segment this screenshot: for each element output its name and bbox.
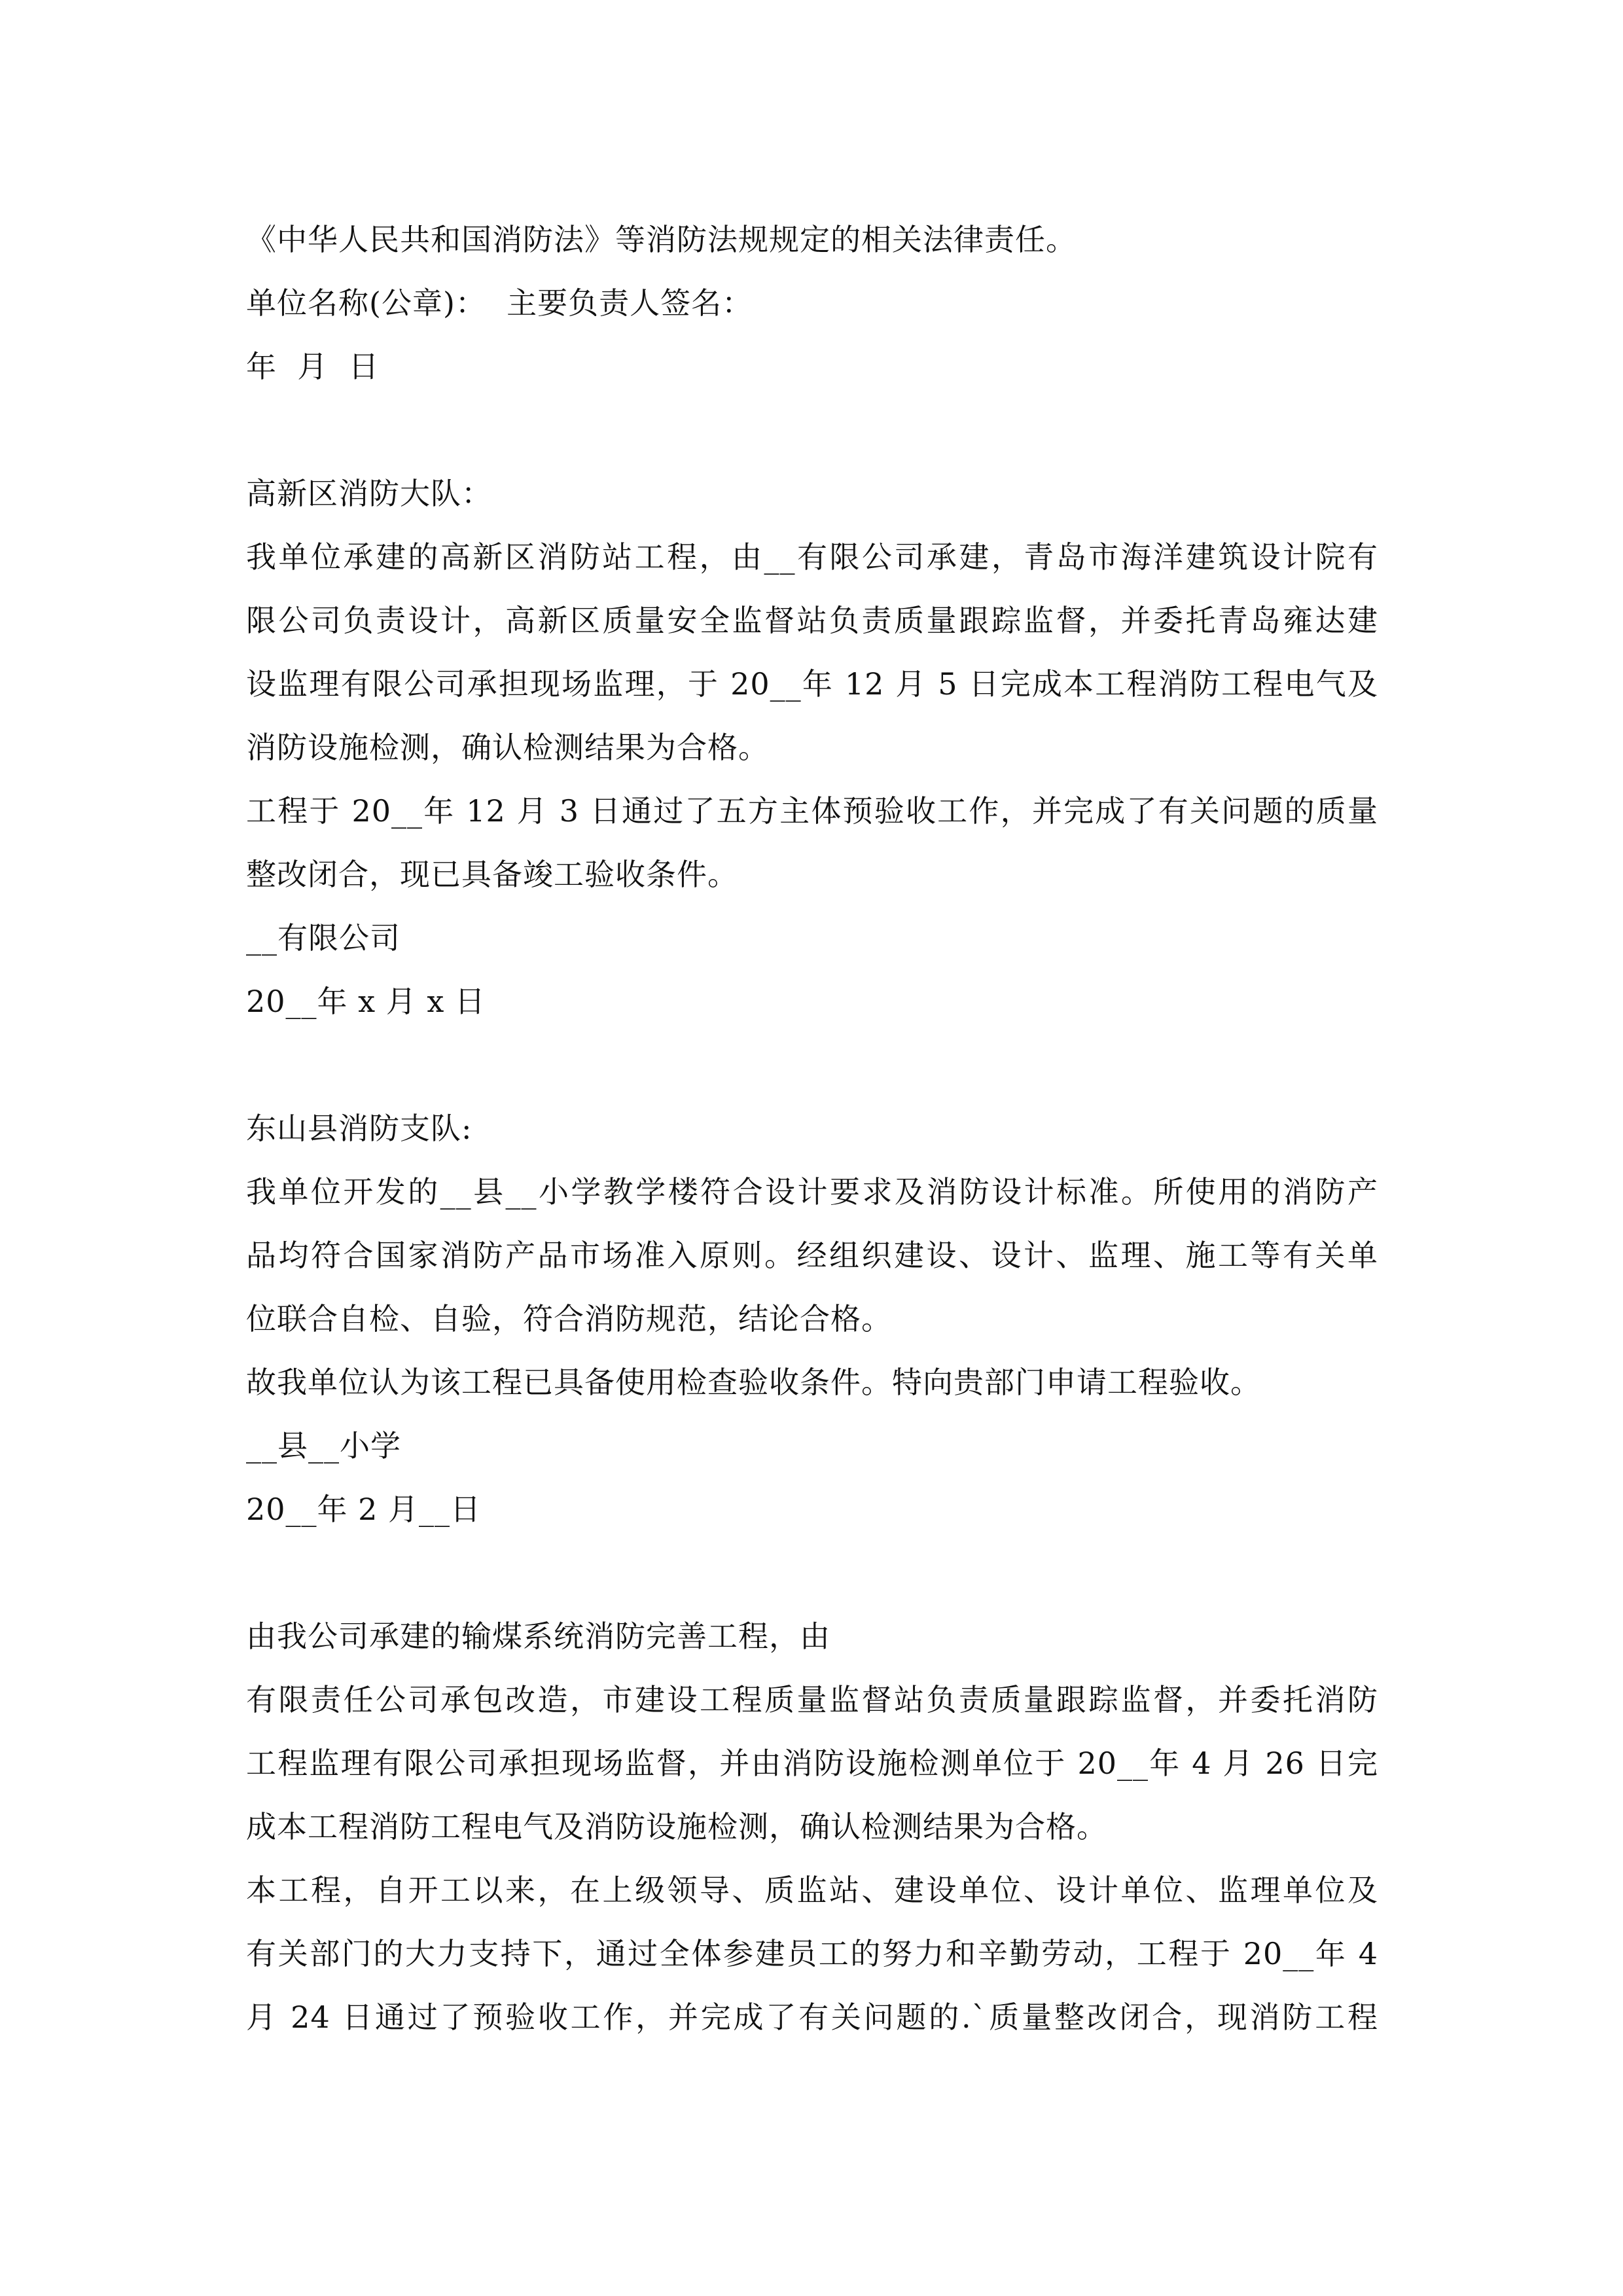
paragraph-line: 我单位开发的__县__小学教学楼符合设计要求及消防设计标准。所使用的消防产: [246, 1174, 1378, 1210]
date-line: 年 月 日: [246, 349, 380, 384]
paragraph-line: 限公司负责设计，高新区质量安全监督站负责质量跟踪监督，并委托青岛雍达建: [246, 603, 1378, 638]
section-gap: [246, 1541, 1378, 1605]
paragraph-line: 设监理有限公司承担现场监理，于 20__年 12 月 5 日完成本工程消防工程电气及: [246, 666, 1378, 702]
date-line: 20__年 x 月 x 日: [246, 984, 486, 1019]
paragraph-line: 我单位承建的高新区消防站工程，由__有限公司承建，青岛市海洋建筑设计院有: [246, 539, 1378, 575]
paragraph-line: 有限责任公司承包改造，市建设工程质量监督站负责质量跟踪监督，并委托消防: [246, 1682, 1378, 1717]
paragraph-line: 位联合自检、自验，符合消防规范，结论合格。: [246, 1301, 892, 1336]
date-line: 20__年 2 月__日: [246, 1492, 482, 1527]
section-gap: [246, 1033, 1378, 1097]
paragraph-line: 消防设施检测，确认检测结果为合格。: [246, 730, 769, 765]
recipient-line: 东山县消防支队:: [246, 1111, 473, 1146]
paragraph-line: 成本工程消防工程电气及消防设施检测，确认检测结果为合格。: [246, 1809, 1107, 1844]
paragraph-line: 故我单位认为该工程已具备使用检查验收条件。特向贵部门申请工程验收。: [246, 1365, 1261, 1400]
section-gap: [246, 399, 1378, 462]
legal-responsibility-line: 《中华人民共和国消防法》等消防法规规定的相关法律责任。: [246, 222, 1077, 257]
recipient-line: 高新区消防大队：: [246, 476, 492, 511]
paragraph-line: 工程监理有限公司承担现场监督，并由消防设施检测单位于 20__年 4 月 26 日完: [246, 1746, 1378, 1781]
paragraph-line: 整改闭合，现已具备竣工验收条件。: [246, 857, 738, 892]
paragraph-line: 本工程，自开工以来，在上级领导、质监站、建设单位、设计单位、监理单位及: [246, 1873, 1378, 1908]
paragraph-line: 有关部门的大力支持下，通过全体参建员工的努力和辛勤劳动，工程于 20__年 4: [246, 1936, 1378, 1971]
intro-line: 由我公司承建的输煤系统消防完善工程，由: [246, 1619, 830, 1654]
signer-line: __有限公司: [246, 920, 401, 956]
paragraph-line: 工程于 20__年 12 月 3 日通过了五方主体预验收工作，并完成了有关问题的质量: [246, 793, 1378, 829]
signer-line: __县__小学: [246, 1428, 401, 1463]
paragraph-line: 品均符合国家消防产品市场准入原则。经组织建设、设计、监理、施工等有关单: [246, 1238, 1378, 1273]
paragraph-line: 月 24 日通过了预验收工作，并完成了有关问题的.`质量整改闭合，现消防工程: [246, 2000, 1378, 2035]
unit-signature-line: 单位名称(公章)： 主要负责人签名：: [246, 285, 753, 321]
document-body: [246, 208, 1378, 2049]
